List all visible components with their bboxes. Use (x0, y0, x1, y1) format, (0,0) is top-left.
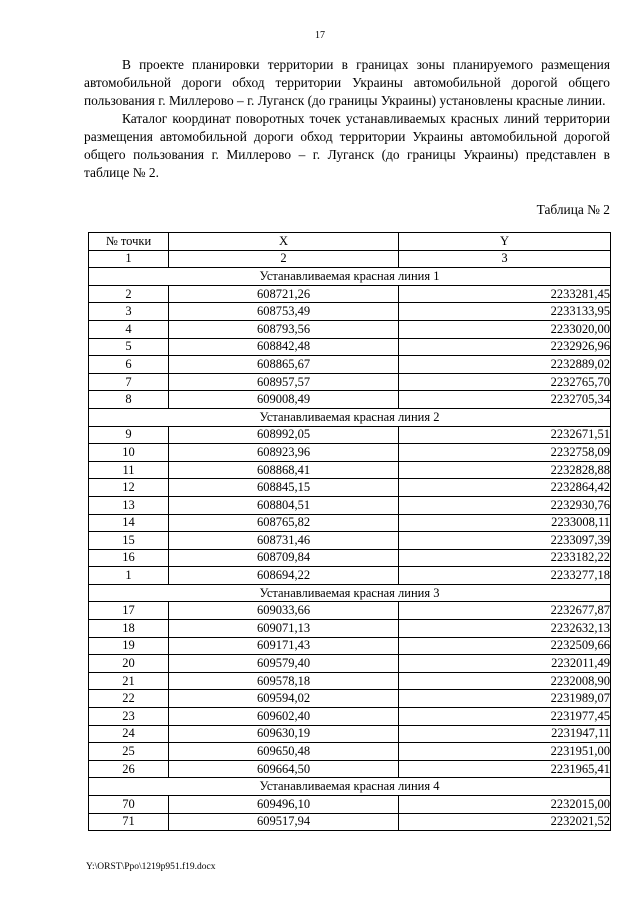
point-number-cell: 11 (89, 461, 169, 479)
x-coordinate-cell: 608721,26 (169, 285, 399, 303)
coordinates-table (88, 232, 611, 831)
point-number-cell: 18 (89, 620, 169, 638)
y-coordinate-cell: 2232008,90 (399, 672, 611, 690)
point-number-cell: 5 (89, 338, 169, 356)
table-row (89, 796, 611, 814)
y-coordinate-cell: 2231989,07 (399, 690, 611, 708)
y-coordinate-cell: 2231977,45 (399, 708, 611, 726)
section-row (89, 778, 611, 796)
point-number-cell: 21 (89, 672, 169, 690)
x-coordinate-cell: 609517,94 (169, 813, 399, 831)
table-row (89, 303, 611, 321)
x-coordinate-cell: 609578,18 (169, 672, 399, 690)
y-coordinate-cell: 2232705,34 (399, 391, 611, 409)
x-coordinate-cell: 609650,48 (169, 743, 399, 761)
intro-text (84, 56, 610, 182)
point-number-cell: 2 (89, 285, 169, 303)
point-number-cell: 8 (89, 391, 169, 409)
y-coordinate-cell: 2232671,51 (399, 426, 611, 444)
point-number-cell: 71 (89, 813, 169, 831)
section-title: Устанавливаемая красная линия 3 (89, 584, 611, 602)
paragraph: Каталог координат поворотных точек устанавливаемых красных линий территории размещения автомобильной дороги обход территории Украины автомобильной дорогой общего пользования г. Миллерово – г. Луганск (до границы Украины) представлен в таблице № 2. (84, 111, 610, 180)
point-number-cell: 3 (89, 303, 169, 321)
y-coordinate-cell: 2233020,00 (399, 320, 611, 338)
table-body (89, 250, 611, 831)
table-row (89, 655, 611, 673)
table-row (89, 320, 611, 338)
table-row (89, 532, 611, 550)
y-coordinate-cell: 2231965,41 (399, 760, 611, 778)
y-coordinate-cell: 2232828,88 (399, 461, 611, 479)
x-coordinate-cell: 609033,66 (169, 602, 399, 620)
page-number: 17 (315, 30, 325, 41)
table-row (89, 708, 611, 726)
y-coordinate-cell: 2233277,18 (399, 567, 611, 585)
y-coordinate-cell: 2233281,45 (399, 285, 611, 303)
y-coordinate-cell: 2232011,49 (399, 655, 611, 673)
column-header-x: X (169, 233, 399, 251)
column-number: 3 (399, 250, 611, 268)
table-row (89, 725, 611, 743)
table-row (89, 514, 611, 532)
x-coordinate-cell: 608709,84 (169, 549, 399, 567)
table-row (89, 285, 611, 303)
point-number-cell: 20 (89, 655, 169, 673)
point-number-cell: 4 (89, 320, 169, 338)
y-coordinate-cell: 2233133,95 (399, 303, 611, 321)
table-row (89, 743, 611, 761)
y-coordinate-cell: 2232864,42 (399, 479, 611, 497)
column-header-point: № точки (89, 233, 169, 251)
table-row (89, 444, 611, 462)
y-coordinate-cell: 2233097,39 (399, 532, 611, 550)
x-coordinate-cell: 609171,43 (169, 637, 399, 655)
table-caption: Таблица № 2 (536, 202, 610, 217)
table-row (89, 760, 611, 778)
x-coordinate-cell: 609579,40 (169, 655, 399, 673)
x-coordinate-cell: 609664,50 (169, 760, 399, 778)
section-title: Устанавливаемая красная линия 1 (89, 268, 611, 286)
point-number-cell: 25 (89, 743, 169, 761)
y-coordinate-cell: 2232632,13 (399, 620, 611, 638)
table-header-row (89, 233, 611, 251)
y-coordinate-cell: 2232677,87 (399, 602, 611, 620)
section-title: Устанавливаемая красная линия 2 (89, 408, 611, 426)
y-coordinate-cell: 2232509,66 (399, 637, 611, 655)
section-row (89, 408, 611, 426)
y-coordinate-cell: 2231947,11 (399, 725, 611, 743)
y-coordinate-cell: 2232765,70 (399, 373, 611, 391)
point-number-cell: 70 (89, 796, 169, 814)
point-number-cell: 24 (89, 725, 169, 743)
column-number: 2 (169, 250, 399, 268)
table-row (89, 637, 611, 655)
y-coordinate-cell: 2232015,00 (399, 796, 611, 814)
y-coordinate-cell: 2232889,02 (399, 356, 611, 374)
point-number-cell: 13 (89, 496, 169, 514)
x-coordinate-cell: 608731,46 (169, 532, 399, 550)
table-row (89, 602, 611, 620)
x-coordinate-cell: 608793,56 (169, 320, 399, 338)
point-number-cell: 9 (89, 426, 169, 444)
x-coordinate-cell: 609008,49 (169, 391, 399, 409)
x-coordinate-cell: 609630,19 (169, 725, 399, 743)
x-coordinate-cell: 608753,49 (169, 303, 399, 321)
column-number: 1 (89, 250, 169, 268)
point-number-cell: 7 (89, 373, 169, 391)
x-coordinate-cell: 608694,22 (169, 567, 399, 585)
table-row (89, 338, 611, 356)
x-coordinate-cell: 608865,67 (169, 356, 399, 374)
x-coordinate-cell: 609496,10 (169, 796, 399, 814)
point-number-cell: 23 (89, 708, 169, 726)
table-row (89, 479, 611, 497)
section-title: Устанавливаемая красная линия 4 (89, 778, 611, 796)
table-row (89, 496, 611, 514)
y-coordinate-cell: 2232021,52 (399, 813, 611, 831)
point-number-cell: 6 (89, 356, 169, 374)
x-coordinate-cell: 609594,02 (169, 690, 399, 708)
point-number-cell: 12 (89, 479, 169, 497)
column-header-y: Y (399, 233, 611, 251)
table-row (89, 672, 611, 690)
x-coordinate-cell: 608992,05 (169, 426, 399, 444)
x-coordinate-cell: 608842,48 (169, 338, 399, 356)
x-coordinate-cell: 608868,41 (169, 461, 399, 479)
x-coordinate-cell: 609602,40 (169, 708, 399, 726)
table-row (89, 813, 611, 831)
column-number-row (89, 250, 611, 268)
y-coordinate-cell: 2232930,76 (399, 496, 611, 514)
table-row (89, 690, 611, 708)
table-row (89, 549, 611, 567)
table-row (89, 373, 611, 391)
point-number-cell: 14 (89, 514, 169, 532)
file-path-footer: Y:\ORST\Ppo\1219p951.f19.docx (86, 862, 216, 872)
point-number-cell: 17 (89, 602, 169, 620)
section-row (89, 584, 611, 602)
x-coordinate-cell: 608957,57 (169, 373, 399, 391)
y-coordinate-cell: 2232926,96 (399, 338, 611, 356)
point-number-cell: 10 (89, 444, 169, 462)
y-coordinate-cell: 2233182,22 (399, 549, 611, 567)
x-coordinate-cell: 609071,13 (169, 620, 399, 638)
table-row (89, 426, 611, 444)
point-number-cell: 1 (89, 567, 169, 585)
table-row (89, 391, 611, 409)
table-row (89, 461, 611, 479)
paragraph: В проекте планировки территории в границах зоны планируемого размещения автомобильной дороги обход территории Украины автомобильной дорогой общего пользования г. Миллерово – г. Луганск (до границы Украины) установлены красные линии. (84, 57, 610, 108)
point-number-cell: 19 (89, 637, 169, 655)
section-row (89, 268, 611, 286)
table-row (89, 567, 611, 585)
point-number-cell: 16 (89, 549, 169, 567)
x-coordinate-cell: 608923,96 (169, 444, 399, 462)
table-row (89, 620, 611, 638)
y-coordinate-cell: 2233008,11 (399, 514, 611, 532)
point-number-cell: 26 (89, 760, 169, 778)
x-coordinate-cell: 608845,15 (169, 479, 399, 497)
table-row (89, 356, 611, 374)
point-number-cell: 22 (89, 690, 169, 708)
point-number-cell: 15 (89, 532, 169, 550)
y-coordinate-cell: 2232758,09 (399, 444, 611, 462)
x-coordinate-cell: 608765,82 (169, 514, 399, 532)
x-coordinate-cell: 608804,51 (169, 496, 399, 514)
y-coordinate-cell: 2231951,00 (399, 743, 611, 761)
